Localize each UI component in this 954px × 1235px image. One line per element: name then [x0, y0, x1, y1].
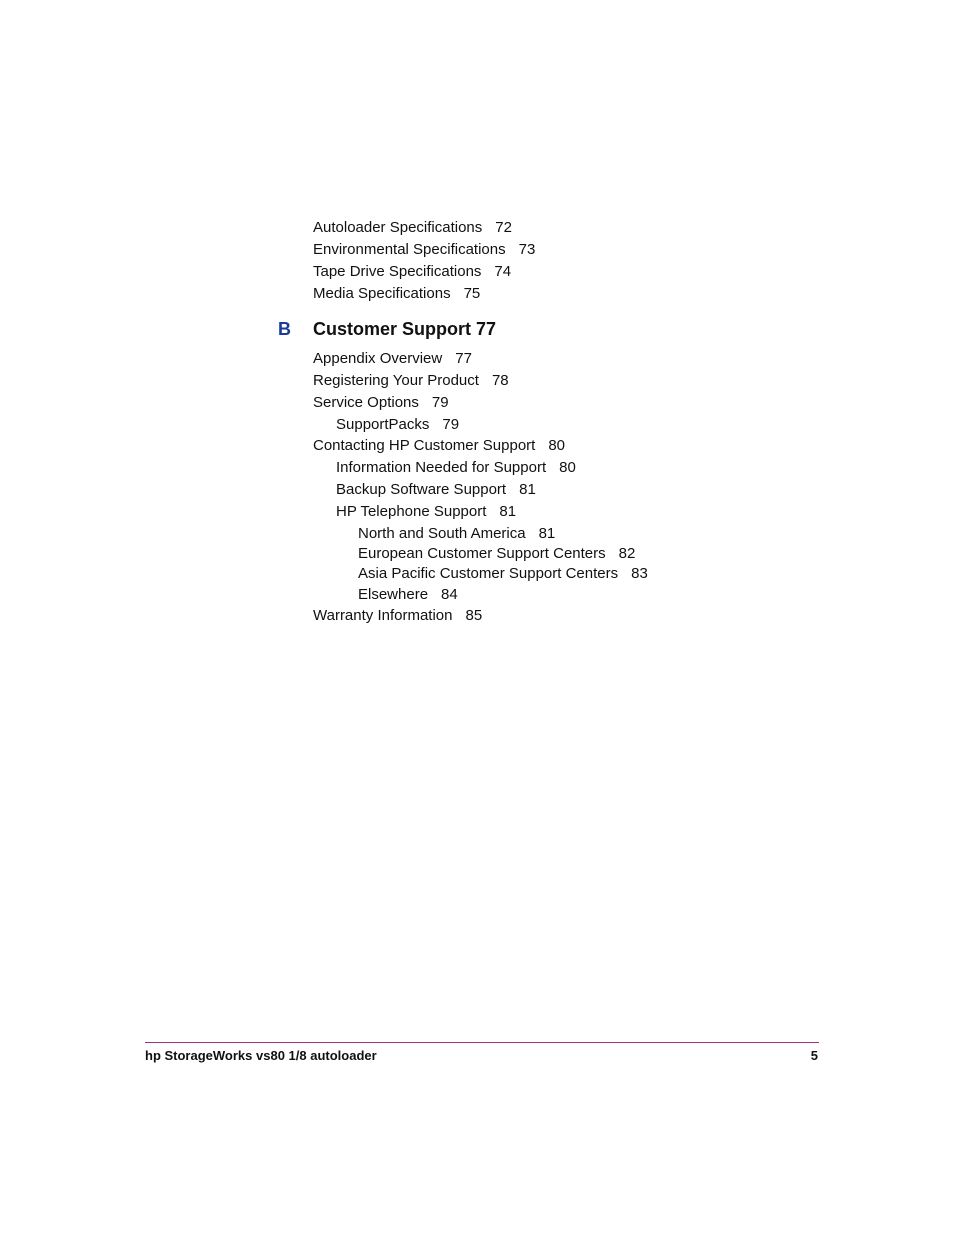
appendix-page: 77: [476, 319, 497, 339]
footer-divider: [145, 1042, 819, 1043]
toc-entry-title: Media Specifications: [313, 285, 451, 302]
footer-page-number: 5: [810, 1048, 818, 1063]
toc-entry-page: 79: [442, 416, 460, 433]
toc-entry-warranty-information[interactable]: [313, 607, 482, 625]
toc-entry-title: Elsewhere: [358, 586, 429, 603]
toc-entry-page: 78: [491, 372, 509, 389]
toc-entry-title: Environmental Specifications: [313, 241, 506, 258]
toc-entry-title: Backup Software Support: [336, 481, 507, 498]
toc-entry-contacting-hp-customer-support[interactable]: [313, 437, 565, 455]
toc-entry-information-needed-for-support[interactable]: [336, 459, 576, 477]
toc-entry-title: HP Telephone Support: [336, 503, 487, 520]
toc-entry-backup-software-support[interactable]: [336, 481, 536, 499]
toc-entry-page: 80: [548, 437, 566, 454]
toc-entry-page: 79: [431, 394, 449, 411]
toc-entry-supportpacks[interactable]: [336, 416, 459, 434]
toc-entry-page: 77: [455, 350, 472, 367]
toc-entry-page: 83: [631, 565, 648, 582]
toc-entry-european-customer-support-centers[interactable]: [358, 545, 635, 563]
toc-entry-title: Registering Your Product: [313, 372, 479, 389]
appendix-title: Customer Support: [313, 319, 472, 339]
appendix-heading-customer-support[interactable]: [313, 319, 496, 340]
toc-entry-environmental-specifications[interactable]: [313, 241, 535, 259]
toc-entry-page: 81: [519, 481, 536, 498]
toc-entry-page: 81: [499, 503, 517, 520]
toc-entry-hp-telephone-support[interactable]: [336, 503, 516, 521]
toc-entry-title: Asia Pacific Customer Support Centers: [358, 565, 619, 582]
toc-entry-page: 82: [618, 545, 636, 562]
toc-entry-asia-pacific-customer-support-centers[interactable]: [358, 565, 648, 583]
toc-entry-media-specifications[interactable]: [313, 285, 480, 303]
toc-entry-page: 75: [463, 285, 481, 302]
toc-entry-elsewhere[interactable]: [358, 586, 458, 604]
toc-entry-title: Warranty Information: [313, 607, 453, 624]
toc-entry-title: Service Options: [313, 394, 419, 411]
toc-entry-autoloader-specifications[interactable]: [313, 219, 512, 237]
footer-document-title: hp StorageWorks vs80 1/8 autoloader: [145, 1048, 377, 1063]
toc-entry-registering-your-product[interactable]: [313, 372, 509, 390]
toc-entry-title: Information Needed for Support: [336, 459, 547, 476]
appendix-letter: B: [278, 319, 291, 339]
toc-entry-page: 81: [538, 525, 556, 542]
toc-entry-title: SupportPacks: [336, 416, 430, 433]
toc-entry-appendix-overview[interactable]: [313, 350, 472, 368]
toc-entry-page: 74: [494, 263, 512, 280]
toc-entry-title: North and South America: [358, 525, 526, 542]
toc-entry-service-options[interactable]: [313, 394, 449, 412]
toc-entry-title: Autoloader Specifications: [313, 219, 483, 236]
toc-entry-page: 80: [559, 459, 576, 476]
toc-entry-page: 85: [465, 607, 483, 624]
toc-entry-page: 72: [495, 219, 512, 236]
toc-entry-page: 84: [441, 586, 458, 603]
toc-entry-title: Contacting HP Customer Support: [313, 437, 536, 454]
toc-entry-tape-drive-specifications[interactable]: [313, 263, 511, 281]
toc-entry-title: European Customer Support Centers: [358, 545, 606, 562]
toc-entry-north-and-south-america[interactable]: [358, 525, 555, 543]
toc-entry-title: Tape Drive Specifications: [313, 263, 482, 280]
toc-entry-page: 73: [518, 241, 536, 258]
toc-entry-title: Appendix Overview: [313, 350, 443, 367]
